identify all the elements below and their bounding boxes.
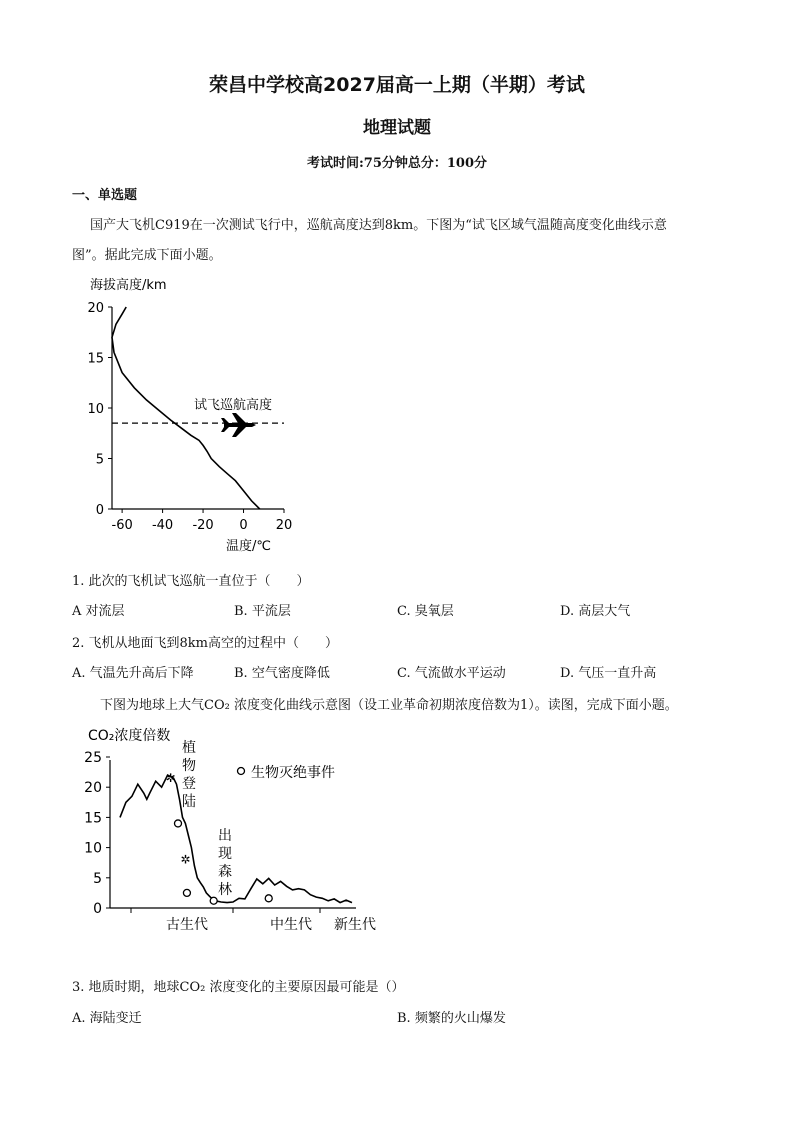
extinction-circle-icon — [183, 889, 190, 896]
question-1-option-d[interactable]: D. 高层大气 — [560, 604, 631, 619]
question-1-option-c[interactable]: C. 臭氧层 — [397, 604, 454, 619]
chart2-xlabel-paleozoic: 古生代 — [166, 917, 208, 933]
chart1-y-tick-label: 20 — [87, 301, 104, 316]
temperature-altitude-chart — [0, 270, 320, 560]
cruise-altitude-label: 试飞巡航高度 — [194, 398, 273, 413]
chart1-x-tick-label: 0 — [239, 518, 248, 533]
chart1-x-tick-label: 20 — [275, 518, 293, 533]
passage-1-line-1: 国产大飞机C919在一次测试飞行中，巡航高度达到8km。下图为“试飞区域气温随高度变化曲线示意 — [90, 218, 667, 233]
question-2-option-a[interactable]: A. 气温先升高后下降 — [72, 666, 194, 681]
chart2-co2-curve — [120, 775, 352, 903]
svg-text:林: 林 — [218, 882, 232, 898]
event-star-icon: ✲ — [180, 852, 191, 867]
exam-meta: 考试时间:75分钟总分：100分 — [306, 156, 488, 171]
annotation-forest-appears — [218, 828, 232, 898]
extinction-circle-icon — [265, 895, 272, 902]
chart2-y-tick-label: 15 — [84, 810, 102, 827]
question-2-option-d[interactable]: D. 气压一直升高 — [560, 666, 657, 681]
passage-2: 下图为地球上大气CO₂ 浓度变化曲线示意图（设工业革命初期浓度倍数为1）。读图，完成下面小题。 — [100, 698, 678, 713]
legend-circle-icon — [238, 768, 245, 775]
chart2-xlabel-cenozoic: 新生代 — [334, 917, 376, 933]
chart2-y-tick-label: 20 — [84, 780, 102, 797]
subject-title: 地理试题 — [363, 118, 431, 138]
chart1-x-ticks — [112, 509, 293, 533]
question-3-stem: 3. 地质时期，地球CO₂ 浓度变化的主要原因最可能是（） — [72, 980, 405, 995]
chart1-ylabel: 海拔高度/km — [90, 278, 167, 293]
annotation-plant-landing — [182, 739, 196, 810]
chart1-x-tick-label: -20 — [192, 518, 214, 533]
chart1-y-tick-label: 5 — [95, 452, 104, 468]
chart1-y-ticks — [87, 301, 112, 518]
chart2-xlabel-mesozoic: 中生代 — [270, 917, 312, 933]
svg-text:登: 登 — [182, 776, 196, 792]
section-heading: 一、单选题 — [72, 188, 138, 203]
airplane-icon — [221, 413, 256, 437]
extinction-circle-icon — [175, 820, 182, 827]
chart2-legend: 生物灭绝事件 — [251, 765, 335, 781]
chart1-y-tick-label: 15 — [87, 351, 104, 367]
co2-concentration-chart — [0, 720, 400, 940]
chart2-ylabel: CO₂浓度倍数 — [88, 728, 171, 744]
chart2-y-tick-label: 5 — [93, 870, 102, 887]
exam-title: 荣昌中学校高2027届高一上期（半期）考试 — [209, 74, 585, 96]
svg-text:植: 植 — [182, 740, 196, 756]
question-1-stem: 1. 此次的飞机试飞巡航一直位于（ ） — [72, 574, 310, 589]
chart2-y-tick-label: 10 — [84, 840, 102, 857]
chart2-y-tick-label: 0 — [93, 901, 102, 917]
chart2-y-tick-label: 25 — [84, 750, 102, 766]
chart1-xlabel: 温度/℃ — [226, 539, 271, 554]
question-1-option-a[interactable]: A 对流层 — [72, 604, 125, 619]
svg-text:出: 出 — [218, 828, 232, 844]
svg-text:陆: 陆 — [182, 794, 196, 810]
chart1-y-tick-label: 10 — [87, 402, 104, 417]
extinction-circle-icon — [210, 897, 217, 904]
question-3-option-b[interactable]: B. 频繁的火山爆发 — [397, 1011, 506, 1026]
question-2-stem: 2. 飞机从地面飞到8km高空的过程中（ ） — [72, 636, 339, 651]
question-2-option-b[interactable]: B. 空气密度降低 — [234, 666, 330, 681]
question-3-option-a[interactable]: A. 海陆变迁 — [72, 1011, 142, 1026]
svg-text:物: 物 — [182, 758, 196, 774]
chart1-y-tick-label: 0 — [95, 503, 104, 518]
chart2-y-ticks — [84, 750, 110, 917]
svg-text:现: 现 — [218, 846, 232, 862]
question-2-option-c[interactable]: C. 气流做水平运动 — [397, 666, 506, 681]
chart2-x-ticks — [131, 908, 320, 913]
svg-text:森: 森 — [218, 864, 232, 880]
event-star-icon: ✲ — [165, 771, 176, 786]
question-1-option-b[interactable]: B. 平流层 — [234, 604, 291, 619]
chart1-x-tick-label: -40 — [151, 518, 174, 533]
passage-1-line-2: 图”。据此完成下面小题。 — [72, 248, 222, 263]
chart1-x-tick-label: -60 — [111, 518, 133, 533]
